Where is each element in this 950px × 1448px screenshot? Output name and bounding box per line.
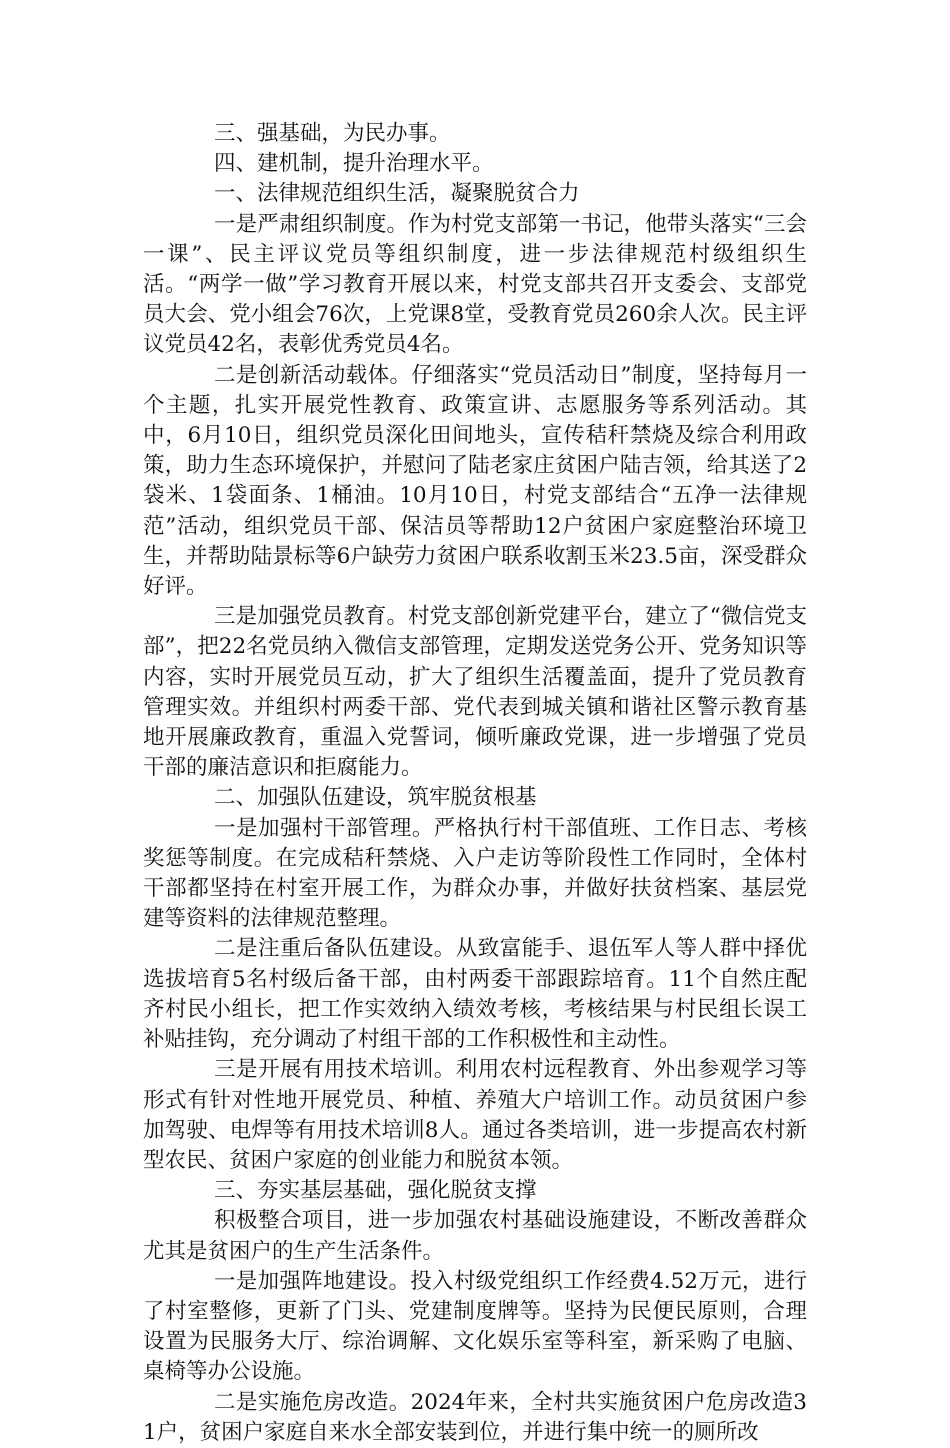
paragraph-heading-3-basics: 三、强基础，为民办事。 — [214, 121, 451, 146]
paragraph-cadre-management: 一是加强村干部管理。严格执行村干部值班、工作日志、考核奖惩等制度。在完成秸秆禁烧、入户走访等阶段性工作同时，全体村干部都坚持在村室开展工作，为群众办事，并做好扶贫档案、基层党建等资料的法律规范整理。 — [143, 815, 807, 932]
paragraph-infrastructure: 积极整合项目，进一步加强农村基础设施建设，不断改善群众尤其是贫困户的生产生活条件。 — [143, 1208, 807, 1264]
paragraph-heading-4-mechanism: 四、建机制，提升治理水平。 — [214, 151, 494, 177]
paragraph-reserve-team: 二是注重后备队伍建设。从致富能手、退伍军人等人群中择优选拔培育5名村级后备干部，由村两委干部跟踪培育。11个自然庄配齐村民小组长，把工作实效纳入绩效考核，考核结果与村民组长误工补贴挂钩，充分调动了村组干部的工作积极性和主动性。 — [143, 936, 807, 1053]
paragraph-organization-system: 一是严肃组织制度。作为村党支部第一书记，他带头落实“三会一课”、民主评议党员等组织制度，进一步法律规范村级组织生活。“两学一做”学习教育开展以来，村党支部共召开支委会、支部党员大会、党小组会76次，上党课8堂，受教育党员260余人次。民主评议党员42名，表彰优秀党员4名。 — [143, 211, 807, 358]
paragraph-member-education: 三是加强党员教育。村党支部创新党建平台，建立了“微信党支部”，把22名党员纳入微信支部管理，定期发送党务公开、党务知识等内容，实时开展党员互动，扩大了组织生活覆盖面，提升了党员教育管理实效。并组织村两委干部、党代表到城关镇和谐社区警示教育基地开展廉政教育，重温入党誓词，倾听廉政党课，进一步增强了党员干部的廉洁意识和拒腐能力。 — [143, 604, 807, 781]
paragraph-activity-carrier: 二是创新活动载体。仔细落实“党员活动日”制度，坚持每月一个主题，扎实开展党性教育、政策宣讲、志愿服务等系列活动。其中，6月10日，组织党员深化田间地头，宣传秸秆禁烧及综合利用政策，助力生态环境保护，并慰问了陆老家庄贫困户陆吉领，给其送了2袋米、1袋面条、1桶油。10月10日，村党支部结合“五净一法律规范”活动，组织党员干部、保洁员等帮助12户贫困户家庭整治环境卫生，并帮助陆景标等6户缺劳力贫困户联系收割玉米23.5亩，深受群众好评。 — [143, 362, 807, 600]
paragraph-housing-renovation: 二是实施危房改造。2024年来，全村共实施贫困户危房改造31户，贫困户家庭自来水全部安装到位，并进行集中统一的厕所改 — [143, 1389, 807, 1445]
paragraph-technical-training: 三是开展有用技术培训。利用农村远程教育、外出参观学习等形式有针对性地开展党员、种植、养殖大户培训工作。动员贫困户参加驾驶、电焊等有用技术培训8人。通过各类培训，进一步提高农村新型农民、贫困户家庭的创业能力和脱贫本领。 — [143, 1057, 807, 1173]
section-heading-3: 三、夯实基层基础，强化脱贫支撑 — [214, 1178, 537, 1204]
section-heading-1: 一、法律规范组织生活，凝聚脱贫合力 — [214, 181, 580, 207]
section-heading-2: 二、加强队伍建设，筑牢脱贫根基 — [214, 785, 537, 811]
paragraph-position-building: 一是加强阵地建设。投入村级党组织工作经费4.52万元，进行了村室整修，更新了门头、党建制度牌等。坚持为民便民原则，合理设置为民服务大厅、综治调解、文化娱乐室等科室，新采购了电脑、桌椅等办公设施。 — [143, 1268, 807, 1385]
document-body — [143, 119, 807, 1448]
